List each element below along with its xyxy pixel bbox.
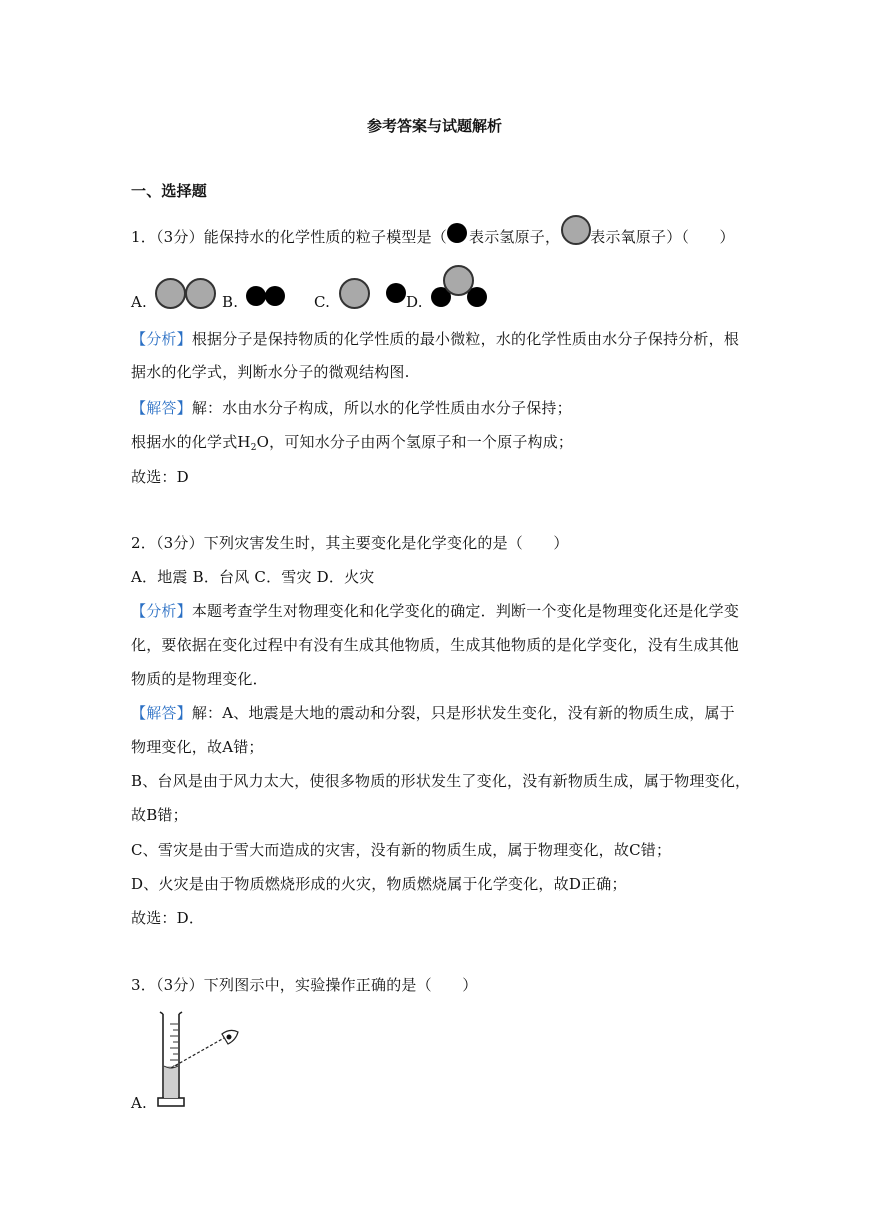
- q1-answer-line2: [131, 432, 573, 458]
- q1-answer-line3: 故选：D: [131, 468, 189, 486]
- q1-answer-formula-start: 根据水的化学式H: [131, 433, 251, 451]
- q1-analysis-line2: 据水的化学式，判断水分子的微观结构图.: [131, 363, 410, 381]
- q2-options: A．地震 B．台风 C．雪灾 D．火灾: [131, 568, 375, 586]
- q1-answer-formula-subscript: 2: [250, 443, 257, 453]
- q1-analysis-text: 根据分子是保持物质的化学性质的最小微粒，水的化学性质由水分子保持分析，根: [191, 330, 740, 348]
- oxygen-atom-icon: [561, 215, 591, 245]
- q1-answer-tag: 【解答】: [131, 399, 192, 417]
- eye-icon: [222, 1030, 238, 1044]
- hydrogen-atom-icon: [386, 283, 406, 303]
- q3-option-a-label: A.: [131, 1094, 148, 1112]
- q2-stem: 2．（3分）下列灾害发生时，其主要变化是化学变化的是（ ）: [131, 534, 569, 552]
- q1-option-a-label: A.: [131, 293, 148, 311]
- q2-analysis-line1: [131, 601, 739, 621]
- q2-answer-tag: 【解答】: [131, 704, 192, 722]
- q1-stem-start: 1．（3分）能保持水的化学性质的粒子模型是（: [131, 228, 447, 246]
- q2-answer-line3: B、台风是由于风力太大，使很多物质的形状发生了变化，没有新物质生成，属于物理变化，: [131, 772, 751, 790]
- hydrogen-atom-icon: [447, 223, 467, 243]
- q1-answer-line1: [131, 398, 572, 418]
- q2-answer-line4: 故B错；: [131, 806, 188, 824]
- q1-stem-end: 表示氧原子）（ ）: [590, 228, 735, 246]
- q2-answer-line2: 物理变化，故A错；: [131, 738, 264, 756]
- hydrogen-atom-icon: [246, 286, 266, 306]
- q1-option-d-label: D.: [406, 293, 423, 311]
- q2-analysis-line3: 物质的是物理变化．: [131, 670, 268, 688]
- q2-analysis-line2: 化，要依据在变化过程中有没有生成其他物质，生成其他物质的是化学变化，没有生成其他: [131, 636, 740, 654]
- q1-stem-middle: 表示氢原子，: [469, 228, 561, 246]
- page-title: 参考答案与试题解析: [366, 117, 502, 135]
- oxygen-atom-icon: [185, 278, 216, 309]
- q2-analysis-text: 本题考查学生对物理变化和化学变化的确定．判断一个变化是物理变化还是化学变: [191, 602, 740, 620]
- q3-stem: 3．（3分）下列图示中，实验操作正确的是（ ）: [131, 976, 478, 994]
- q1-option-c-label: C.: [314, 293, 331, 311]
- q1-answer-text: 解：水由水分子构成，所以水的化学性质由水分子保持；: [191, 399, 572, 417]
- oxygen-atom-icon: [339, 278, 370, 309]
- q2-answer-line7: 故选：D．: [131, 909, 205, 927]
- q1-answer-formula-end: O，可知水分子由两个氢原子和一个原子构成；: [256, 433, 574, 451]
- hydrogen-atom-icon: [265, 286, 285, 306]
- q1-analysis-tag: 【分析】: [131, 330, 192, 348]
- oxygen-atom-icon: [155, 278, 186, 309]
- q1-stem: [131, 227, 735, 247]
- q2-answer-line5: C、雪灾是由于雪大而造成的灾害，没有新的物质生成，属于物理变化，故C错；: [131, 841, 672, 859]
- q1-analysis-line1: [131, 329, 739, 349]
- q2-answer-line1: [131, 703, 735, 723]
- oxygen-atom-icon: [443, 265, 474, 296]
- q1-option-b-label: B.: [222, 293, 239, 311]
- q2-analysis-tag: 【分析】: [131, 602, 192, 620]
- graduated-cylinder-icon: [150, 1010, 245, 1110]
- q2-answer-text: 解：A、地震是大地的震动和分裂，只是形状发生变化，没有新的物质生成，属于: [191, 704, 735, 722]
- section-heading: 一、选择题: [131, 182, 208, 200]
- q2-answer-line6: D、火灾是由于物质燃烧形成的火灾，物质燃烧属于化学变化，故D正确；: [131, 875, 627, 893]
